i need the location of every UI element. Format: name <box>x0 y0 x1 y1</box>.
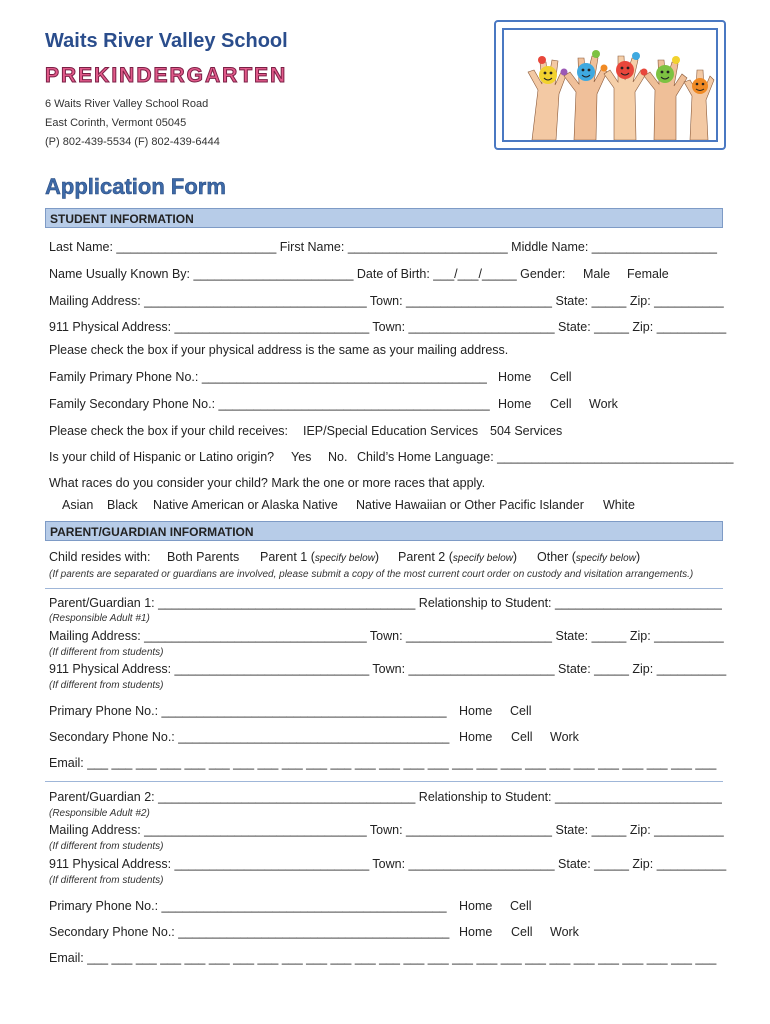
race-pacific-islander-option[interactable]: Native Hawaiian or Other Pacific Islander <box>356 498 584 512</box>
guardian2-primary-home[interactable]: Home <box>459 899 493 913</box>
secondary-cell-option[interactable]: Cell <box>550 397 572 411</box>
divider <box>45 781 723 782</box>
resides-parent1-option[interactable]: Parent 1 (specify below) <box>260 550 380 564</box>
primary-home-option[interactable]: Home <box>498 370 532 384</box>
guardian1-email[interactable]: Email: ___ ___ ___ ___ ___ ___ ___ ___ ___ ___ ___ ___ ___ ___ ___ ___ ___ ___ ___ ___ ___ ___ ___ ___ ___ ___ <box>49 756 717 770</box>
guardian2-secondary-phone[interactable]: Secondary Phone No.: _______________________________________ <box>49 925 450 939</box>
secondary-work-option[interactable]: Work <box>589 397 618 411</box>
student-section-header: STUDENT INFORMATION <box>45 208 723 228</box>
guardian2-mailing-address[interactable]: Mailing Address: ________________________________ Town: _____________________ State: _____ Zip: __________ <box>49 823 724 837</box>
gender-male-option[interactable]: Male <box>583 267 611 281</box>
primary-cell-option[interactable]: Cell <box>550 370 572 384</box>
same-address-checkbox-label[interactable]: Please check the box if your physical address is the same as your mailing address. <box>49 343 509 357</box>
gender-female-option[interactable]: Female <box>627 267 669 281</box>
guardian2-mailing-note: (If different from students) <box>49 841 164 852</box>
responsible-adult-1-note: (Responsible Adult #1) <box>49 613 150 624</box>
resides-with-label: Child resides with: <box>49 550 151 564</box>
divider <box>45 588 723 589</box>
hispanic-no-option[interactable]: No. <box>328 450 348 464</box>
resides-both-option[interactable]: Both Parents <box>167 550 240 564</box>
guardian1-physical-note: (If different from students) <box>49 680 164 691</box>
guardian2-physical-note: (If different from students) <box>49 875 164 886</box>
504-option[interactable]: 504 Services <box>490 424 563 438</box>
painted-hands-icon <box>504 30 716 140</box>
guardian2-secondary-home[interactable]: Home <box>459 925 493 939</box>
resides-parent2-option[interactable]: Parent 2 (specify below) <box>398 550 518 564</box>
guardian1-physical-address[interactable]: 911 Physical Address: ____________________________ Town: _____________________ State: _____ Zip: __________ <box>49 662 727 676</box>
guardian2-email[interactable]: Email: ___ ___ ___ ___ ___ ___ ___ ___ ___ ___ ___ ___ ___ ___ ___ ___ ___ ___ ___ ___ ___ ___ ___ ___ ___ ___ <box>49 951 717 965</box>
guardian1-secondary-home[interactable]: Home <box>459 730 493 744</box>
guardian2-secondary-cell[interactable]: Cell <box>511 925 533 939</box>
form-title: Application Form <box>45 174 226 199</box>
parent-section-header: PARENT/GUARDIAN INFORMATION <box>45 521 723 541</box>
responsible-adult-2-note: (Responsible Adult #2) <box>49 808 150 819</box>
race-native-american-option[interactable]: Native American or Alaska Native <box>153 498 338 512</box>
phone-fax: (P) 802-439-5534 (F) 802-439-6444 <box>45 136 220 148</box>
guardian2-primary-phone[interactable]: Primary Phone No.: _________________________________________ <box>49 899 447 913</box>
guardian1-secondary-phone[interactable]: Secondary Phone No.: _______________________________________ <box>49 730 450 744</box>
guardian2-secondary-work[interactable]: Work <box>550 925 579 939</box>
guardian2-primary-cell[interactable]: Cell <box>510 899 532 913</box>
race-asian-option[interactable]: Asian <box>62 498 94 512</box>
guardian2-physical-address[interactable]: 911 Physical Address: ____________________________ Town: _____________________ State: _____ Zip: __________ <box>49 857 727 871</box>
guardian1-primary-phone[interactable]: Primary Phone No.: _________________________________________ <box>49 704 447 718</box>
guardian1-primary-home[interactable]: Home <box>459 704 493 718</box>
address-line-1: 6 Waits River Valley School Road <box>45 98 209 110</box>
school-name: Waits River Valley School <box>45 30 288 52</box>
address-line-2: East Corinth, Vermont 05045 <box>45 117 187 129</box>
student-physical-address[interactable]: 911 Physical Address: ____________________________ Town: _____________________ State: _____ Zip: __________ <box>49 320 727 334</box>
program-name: PREKINDERGARTEN <box>45 64 288 87</box>
services-question: Please check the box if your child receives: <box>49 424 289 438</box>
guardian2-name-relationship[interactable]: Parent/Guardian 2: _____________________________________ Relationship to Student: ________________________ <box>49 790 722 804</box>
secondary-home-option[interactable]: Home <box>498 397 532 411</box>
iep-option[interactable]: IEP/Special Education Services <box>303 424 479 438</box>
hands-logo-image <box>494 20 726 150</box>
race-black-option[interactable]: Black <box>107 498 138 512</box>
hispanic-question: Is your child of Hispanic or Latino origin? <box>49 450 275 464</box>
guardian1-secondary-cell[interactable]: Cell <box>511 730 533 744</box>
guardian1-secondary-work[interactable]: Work <box>550 730 579 744</box>
guardian1-mailing-address[interactable]: Mailing Address: ________________________________ Town: _____________________ State: _____ Zip: __________ <box>49 629 724 643</box>
hispanic-yes-option[interactable]: Yes <box>291 450 312 464</box>
student-mailing-address[interactable]: Mailing Address: ________________________________ Town: _____________________ State: _____ Zip: __________ <box>49 294 724 308</box>
guardian1-mailing-note: (If different from students) <box>49 647 164 658</box>
known-by-dob-field[interactable]: Name Usually Known By: _______________________ Date of Birth: ___/___/_____ Gender: <box>49 267 566 281</box>
home-language-field[interactable]: Child’s Home Language: __________________________________ <box>357 450 734 464</box>
family-secondary-phone[interactable]: Family Secondary Phone No.: _______________________________________ <box>49 397 490 411</box>
races-question: What races do you consider your child? Mark the one or more races that apply. <box>49 476 486 490</box>
resides-other-option[interactable]: Other (specify below) <box>537 550 641 564</box>
name-fields[interactable]: Last Name: _______________________ First Name: _______________________ Middle Name: __________________ <box>49 240 717 254</box>
family-primary-phone[interactable]: Family Primary Phone No.: _________________________________________ <box>49 370 487 384</box>
guardian1-name-relationship[interactable]: Parent/Guardian 1: _____________________________________ Relationship to Student: ________________________ <box>49 596 722 610</box>
guardian1-primary-cell[interactable]: Cell <box>510 704 532 718</box>
court-order-note: (If parents are separated or guardians are involved, please submit a copy of the most current court order on custody and visitation arrangements.) <box>49 569 694 580</box>
race-white-option[interactable]: White <box>603 498 635 512</box>
